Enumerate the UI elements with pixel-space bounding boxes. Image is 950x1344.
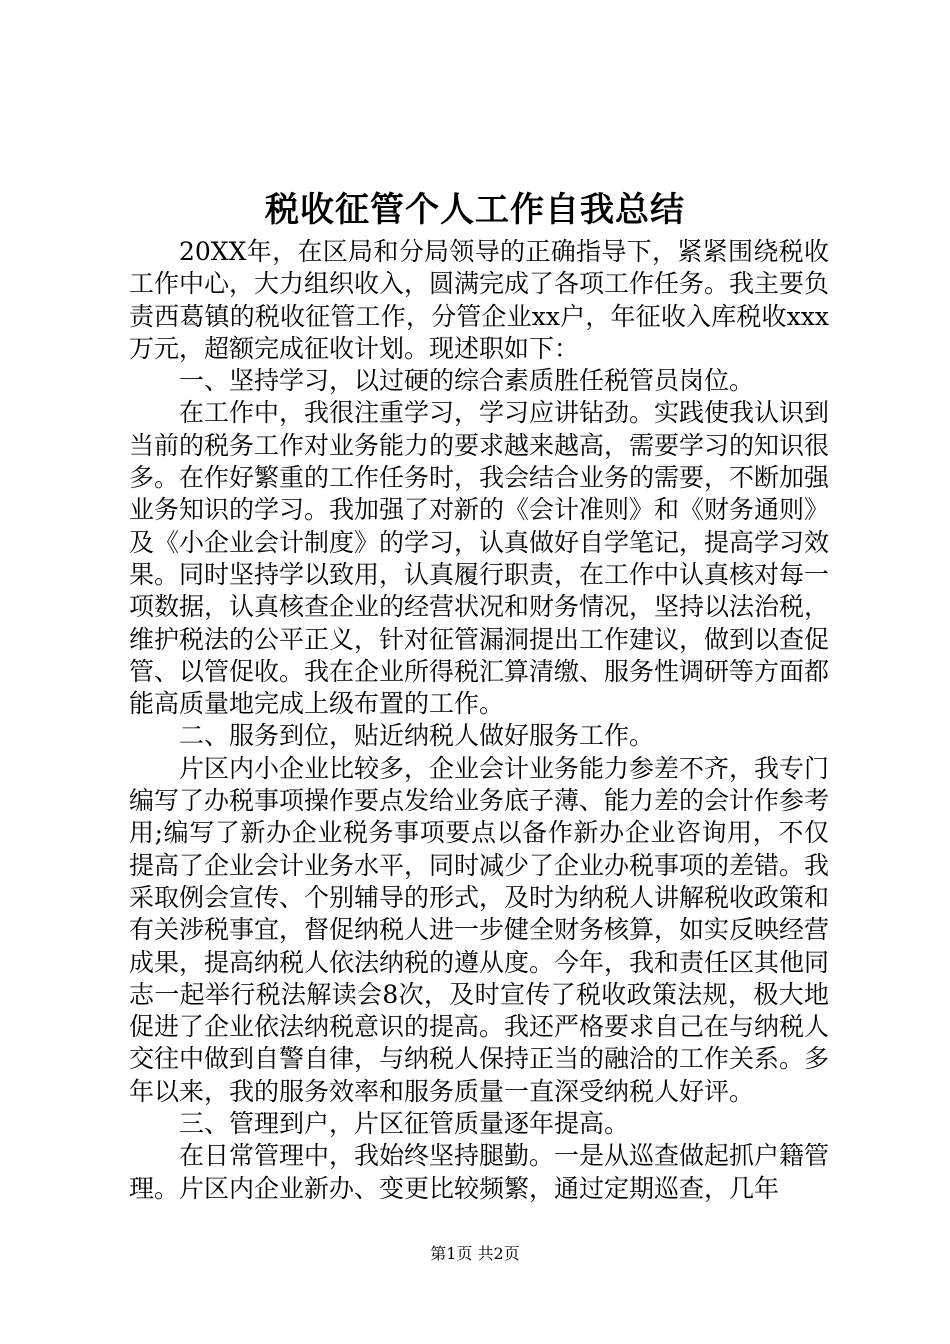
section-3-paragraph: 在日常管理中，我始终坚持腿勤。一是从巡查做起抓户籍管理。片区内企业新办、变更比较频繁，通过定期巡查，几年 [129,1141,830,1203]
section-1-paragraph: 在工作中，我很注重学习，学习应讲钻劲。实践使我认识到当前的税务工作对业务能力的要求越来越高，需要学习的知识很多。在作好繁重的工作任务时，我会结合业务的需要，不断加强业务知识的学习。我加强了对新的《会计准则》和《财务通则》及《小企业会计制度》的学习，认真做好自学笔记，提高学习效果。同时坚持学以致用，认真履行职责，在工作中认真核对每一项数据，认真核查企业的经营状况和财务情况，坚持以法治税，维护税法的公平正义，针对征管漏洞提出工作建议，做到以查促管、以管促收。我在企业所得税汇算清缴、服务性调研等方面都能高质量地完成上级布置的工作。 [129,398,830,719]
section-heading-3: 三、管理到户，片区征管质量逐年提高。 [179,1109,630,1139]
section-heading-1: 一、坚持学习，以过硬的综合素质胜任税管员岗位。 [179,366,755,396]
intro-paragraph: 20XX年，在区局和分局领导的正确指导下，紧紧围绕税收工作中心，大力组织收入，圆满完成了各项工作任务。我主要负责西葛镇的税收征管工作，分管企业xx户，年征收入库税收xxx万元，超额完成征收计划。现述职如下： [129,237,830,363]
section-2-paragraph: 片区内小企业比较多，企业会计业务能力参差不齐，我专门编写了办税事项操作要点发给业务底子薄、能力差的会计作参考用;编写了新办企业税务事项要点以备作新办企业咨询用，不仅提高了企业会计业务水平，同时减少了企业办税事项的差错。我采取例会宣传、个别辅导的形式，及时为纳税人讲解税收政策和有关涉税事宜，督促纳税人进一步健全财务核算，如实反映经营成果，提高纳税人依法纳税的遵从度。今年，我和责任区其他同志一起举行税法解读会8次，及时宣传了税收政策法规，极大地促进了企业依法纳税意识的提高。我还严格要求自己在与纳税人交往中做到自警自律，与纳税人保持正当的融洽的工作关系。多年以来，我的服务效率和服务质量一直深受纳税人好评。 [129,753,830,1106]
document-title: 税收征管个人工作自我总结 [265,190,685,230]
page-footer: 第1页 共2页 [430,1244,520,1263]
document-body [129,236,829,1205]
section-heading-2: 二、服务到位，贴近纳税人做好服务工作。 [179,721,655,751]
